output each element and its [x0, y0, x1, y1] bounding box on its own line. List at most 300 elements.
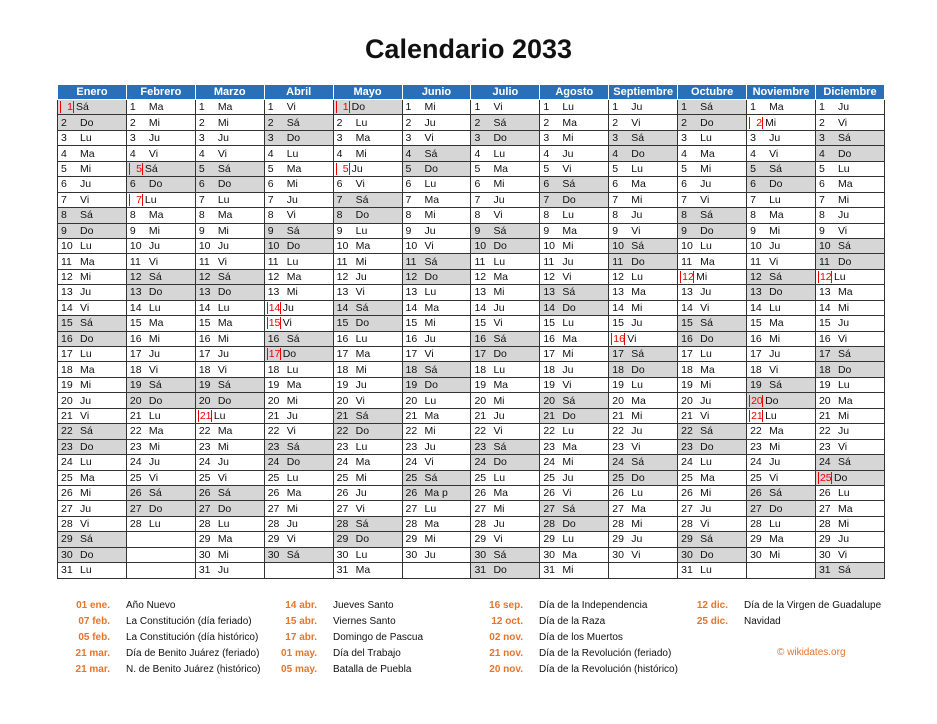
day-cell	[678, 130, 747, 145]
day-number: 15	[474, 317, 487, 330]
weekday-label: Sá	[424, 255, 438, 268]
day-cell	[402, 393, 471, 408]
day-number: 31	[474, 564, 487, 577]
weekday-label: Sá	[80, 209, 93, 222]
weekday-label: Lu	[217, 301, 230, 314]
weekday-label: Ju	[148, 132, 160, 145]
day-number: 3	[474, 132, 481, 145]
day-cell	[815, 192, 884, 207]
day-cell	[471, 316, 540, 331]
day-number: 27	[818, 502, 831, 515]
day-number: 3	[336, 132, 343, 145]
weekday-label: Ma	[837, 178, 853, 191]
day-number: 21	[336, 409, 349, 422]
day-number: 5	[405, 162, 412, 175]
day-cell	[195, 362, 264, 377]
day-number: 5	[612, 162, 619, 175]
day-cell	[747, 285, 816, 300]
day-number: 11	[267, 255, 279, 268]
day-number: 29	[474, 533, 487, 546]
day-row	[58, 563, 885, 578]
day-cell	[471, 470, 540, 485]
weekday-label: Vi	[769, 471, 779, 484]
day-number: 18	[129, 363, 142, 376]
day-cell	[195, 501, 264, 516]
day-number: 21	[267, 409, 280, 422]
weekday-label: Sá	[837, 348, 851, 361]
day-cell	[609, 146, 678, 161]
month-header: Marzo	[195, 85, 264, 100]
day-row	[58, 100, 885, 115]
day-cell	[815, 377, 884, 392]
weekday-label: Ju	[837, 533, 850, 546]
day-number: 16	[198, 332, 211, 345]
day-number: 12	[129, 271, 142, 284]
day-number: 30	[198, 548, 211, 561]
day-cell	[58, 516, 127, 531]
day-cell	[402, 347, 471, 362]
weekday-label: Vi	[562, 162, 572, 175]
weekday-label: Sá	[148, 271, 162, 284]
weekday-label: Ma	[562, 548, 577, 561]
day-cell	[678, 424, 747, 439]
weekday-label: Lu	[837, 379, 850, 392]
holiday-name: Día de Benito Juárez (feriado)	[126, 648, 260, 659]
day-number: 7	[681, 193, 687, 206]
day-cell	[609, 331, 678, 346]
weekday-label: Mi	[696, 271, 708, 284]
day-cell	[402, 238, 471, 253]
weekday-label: Vi	[217, 147, 227, 160]
day-cell	[540, 146, 609, 161]
day-cell	[815, 115, 884, 130]
weekday-label: Mi	[837, 409, 850, 422]
holiday-date: 01 may.	[281, 648, 317, 659]
weekday-label: Vi	[837, 224, 848, 237]
weekday-label: Lu	[562, 317, 575, 330]
weekday-label: Sá	[493, 116, 507, 129]
day-row	[58, 393, 885, 408]
weekday-label: Sá	[286, 440, 300, 453]
day-number: 11	[474, 255, 486, 268]
weekday-label: Sá	[424, 147, 438, 160]
day-cell	[126, 269, 195, 284]
day-number: 9	[405, 224, 412, 237]
day-cell	[58, 269, 127, 284]
weekday-label: Ju	[424, 224, 436, 237]
day-cell	[195, 146, 264, 161]
day-cell	[195, 100, 264, 115]
weekday-label: Mi	[700, 487, 712, 500]
day-cell	[609, 547, 678, 562]
holiday-date: 17 abr.	[285, 632, 317, 643]
day-number: 3	[61, 132, 67, 145]
day-cell	[333, 470, 402, 485]
day-number: 13	[681, 286, 693, 299]
day-number: 1	[267, 101, 274, 114]
weekday-label: Sá	[148, 487, 162, 500]
day-number: 20	[61, 394, 73, 407]
weekday-label: Vi	[700, 193, 710, 206]
day-row	[58, 455, 885, 470]
day-number: 12	[405, 271, 418, 284]
day-number: 13	[129, 286, 142, 299]
weekday-label: Sá	[837, 240, 851, 253]
weekday-label: Sá	[769, 162, 782, 175]
day-cell	[333, 100, 402, 115]
day-number: 3	[405, 132, 412, 145]
weekday-label: Vi	[700, 301, 710, 314]
day-cell	[264, 161, 333, 176]
day-cell	[195, 331, 264, 346]
weekday-label: Ma	[355, 240, 371, 253]
day-number: 22	[750, 425, 762, 438]
day-number: 11	[818, 255, 830, 268]
day-row	[58, 547, 885, 562]
weekday-label: Sá	[355, 409, 369, 422]
weekday-label: Ju	[424, 116, 436, 129]
weekday-label: Lu	[700, 132, 712, 145]
weekday-label: Ma	[837, 502, 853, 515]
day-number: 5	[681, 162, 687, 175]
weekday-label: Vi	[286, 209, 296, 222]
day-number: 25	[405, 471, 418, 484]
weekday-label: Mi	[631, 193, 643, 206]
weekday-label: Mi	[355, 255, 367, 268]
day-number: 2	[681, 116, 687, 129]
day-number: 29	[681, 533, 693, 546]
day-number: 8	[267, 209, 274, 222]
day-cell	[678, 316, 747, 331]
day-cell	[402, 547, 471, 562]
day-cell	[815, 362, 884, 377]
weekday-label: Do	[355, 533, 370, 546]
day-number: 10	[818, 240, 831, 253]
day-number: 20	[336, 394, 349, 407]
day-number: 23	[750, 440, 762, 453]
calendar-body	[58, 100, 885, 579]
weekday-label: Vi	[80, 518, 90, 531]
weekday-label: Mi	[424, 425, 436, 438]
weekday-label: Do	[700, 332, 714, 345]
weekday-label: Do	[765, 394, 779, 407]
day-number: 28	[818, 518, 831, 531]
day-cell	[58, 300, 127, 315]
weekday-label: Ma	[355, 348, 371, 361]
holiday-date: 16 sep.	[489, 600, 523, 611]
weekday-label: Lu	[631, 271, 643, 284]
day-cell	[126, 177, 195, 192]
day-number: 24	[129, 456, 142, 469]
weekday-label: Sá	[631, 240, 645, 253]
weekday-label: Mi	[769, 224, 781, 237]
day-number: 8	[474, 209, 481, 222]
weekday-label: Do	[493, 456, 507, 469]
day-cell	[471, 115, 540, 130]
day-cell	[333, 130, 402, 145]
day-cell	[609, 161, 678, 176]
day-number: 4	[681, 147, 687, 160]
day-cell	[540, 532, 609, 547]
day-number: 15	[818, 317, 831, 330]
day-cell	[815, 485, 884, 500]
day-cell	[471, 130, 540, 145]
day-cell	[471, 547, 540, 562]
weekday-label: Mi	[700, 162, 712, 175]
day-cell	[678, 285, 747, 300]
holiday-date: 21 mar.	[75, 664, 110, 675]
weekday-label: Ju	[217, 132, 229, 145]
day-number: 17	[681, 348, 693, 361]
day-cell	[126, 285, 195, 300]
day-cell	[815, 100, 884, 115]
day-cell	[609, 501, 678, 516]
weekday-label: Ma p	[424, 487, 448, 500]
day-number: 24	[681, 456, 693, 469]
weekday-label: Do	[351, 101, 366, 114]
day-cell	[747, 254, 816, 269]
day-number: 22	[405, 425, 418, 438]
day-number: 9	[750, 224, 756, 237]
day-cell	[678, 547, 747, 562]
day-number: 12	[198, 271, 211, 284]
day-cell	[126, 208, 195, 223]
weekday-label: Mi	[837, 518, 850, 531]
weekday-label: Ma	[493, 162, 509, 175]
day-row	[58, 347, 885, 362]
day-cell	[609, 316, 678, 331]
holiday-name: Día del Trabajo	[333, 648, 401, 659]
day-cell	[540, 238, 609, 253]
day-cell	[333, 455, 402, 470]
day-row	[58, 516, 885, 531]
day-cell	[815, 439, 884, 454]
day-number: 24	[336, 456, 349, 469]
month-header: Enero	[58, 85, 127, 100]
month-header-row	[58, 85, 885, 100]
day-number: 19	[198, 379, 211, 392]
weekday-label: Lu	[355, 548, 368, 561]
day-number: 24	[750, 456, 762, 469]
day-cell	[402, 439, 471, 454]
weekday-label: Lu	[355, 116, 368, 129]
weekday-label: Ma	[562, 440, 577, 453]
weekday-label: Ju	[837, 425, 850, 438]
weekday-label: Vi	[700, 518, 710, 531]
month-header: Agosto	[540, 85, 609, 100]
holiday-date: 15 abr.	[285, 616, 317, 627]
weekday-label: Mi	[700, 379, 712, 392]
day-cell	[195, 161, 264, 176]
day-number: 21	[129, 409, 142, 422]
day-cell	[264, 316, 333, 331]
weekday-label: Vi	[769, 363, 779, 376]
day-number: 14	[612, 301, 624, 314]
weekday-label: Vi	[355, 286, 365, 299]
weekday-label: Mi	[355, 363, 367, 376]
day-cell	[402, 316, 471, 331]
day-number: 7	[61, 193, 67, 206]
weekday-label: Ju	[631, 209, 643, 222]
weekday-label: Ma	[562, 116, 577, 129]
day-cell	[126, 563, 195, 578]
day-number: 21	[543, 409, 556, 422]
weekday-label: Lu	[837, 162, 850, 175]
day-cell	[540, 177, 609, 192]
day-cell	[58, 115, 127, 130]
weekday-label: Ju	[769, 348, 781, 361]
day-number: 1	[129, 101, 136, 114]
day-cell	[471, 254, 540, 269]
weekday-label: Do	[562, 301, 576, 314]
day-cell	[678, 455, 747, 470]
weekday-label: Ma	[631, 286, 646, 299]
day-number: 7	[612, 193, 619, 206]
weekday-label: Do	[700, 224, 714, 237]
weekday-label: Mi	[765, 116, 777, 129]
day-number: 20	[612, 394, 624, 407]
weekday-label: Ju	[837, 101, 850, 114]
weekday-label: Ma	[700, 147, 715, 160]
weekday-label: Ma	[700, 363, 715, 376]
holiday-name: La Constitución (día histórico)	[126, 632, 259, 643]
weekday-label: Do	[286, 132, 301, 145]
weekday-label: Lu	[286, 255, 299, 268]
day-number: 3	[818, 132, 825, 145]
weekday-label: Ju	[80, 502, 92, 515]
day-number: 19	[129, 379, 142, 392]
day-cell	[540, 439, 609, 454]
day-number: 29	[750, 533, 762, 546]
day-cell	[678, 177, 747, 192]
day-cell	[264, 393, 333, 408]
day-cell	[58, 146, 127, 161]
day-cell	[333, 362, 402, 377]
day-cell	[58, 547, 127, 562]
day-cell	[540, 331, 609, 346]
day-cell	[678, 347, 747, 362]
weekday-label: Sá	[769, 379, 782, 392]
day-number: 20	[681, 394, 693, 407]
day-cell	[609, 192, 678, 207]
weekday-label: Sá	[286, 224, 300, 237]
day-number: 19	[61, 379, 73, 392]
day-cell	[126, 393, 195, 408]
day-cell	[126, 238, 195, 253]
day-number: 10	[474, 240, 487, 253]
day-row	[58, 470, 885, 485]
day-number: 15	[612, 317, 624, 330]
weekday-label: Do	[355, 209, 370, 222]
day-cell	[471, 424, 540, 439]
holiday-list	[0, 598, 937, 688]
day-cell	[471, 393, 540, 408]
day-number: 6	[612, 178, 619, 191]
day-number: 25	[543, 471, 556, 484]
weekday-label: Vi	[355, 394, 365, 407]
day-cell	[471, 362, 540, 377]
day-cell	[815, 130, 884, 145]
day-cell	[678, 192, 747, 207]
day-number: 24	[818, 456, 831, 469]
holiday-name: Día de la Revolución (feriado)	[539, 648, 672, 659]
day-cell	[747, 516, 816, 531]
weekday-label: Sá	[562, 394, 576, 407]
weekday-label: Ma	[700, 255, 715, 268]
day-number: 13	[198, 286, 211, 299]
month-header: Noviembre	[747, 85, 816, 100]
weekday-label: Ma	[631, 502, 646, 515]
day-number: 31	[336, 564, 349, 577]
weekday-label: Sá	[700, 209, 713, 222]
day-number: 1	[612, 101, 619, 114]
weekday-label: Lu	[769, 193, 781, 206]
weekday-label: Sá	[837, 456, 851, 469]
weekday-label: Mi	[562, 240, 574, 253]
day-row	[58, 331, 885, 346]
day-cell	[471, 300, 540, 315]
weekday-label: Vi	[286, 533, 296, 546]
day-cell	[195, 177, 264, 192]
day-number: 3	[198, 132, 205, 145]
day-cell	[195, 192, 264, 207]
day-cell	[402, 100, 471, 115]
day-number: 2	[198, 116, 205, 129]
weekday-label: Sá	[286, 116, 300, 129]
day-number: 5	[129, 163, 143, 175]
day-number: 22	[681, 425, 693, 438]
weekday-label: Vi	[286, 101, 296, 114]
day-cell	[815, 238, 884, 253]
day-cell	[58, 177, 127, 192]
day-cell	[264, 347, 333, 362]
weekday-label: Do	[424, 271, 438, 284]
day-number: 9	[129, 224, 136, 237]
weekday-label: Mi	[148, 116, 160, 129]
weekday-label: Lu	[769, 518, 781, 531]
day-cell	[195, 316, 264, 331]
weekday-label: Ju	[80, 178, 92, 191]
weekday-label: Ma	[493, 487, 509, 500]
day-number: 5	[474, 162, 481, 175]
day-cell	[402, 115, 471, 130]
weekday-label: Ma	[837, 394, 853, 407]
day-cell	[402, 300, 471, 315]
weekday-label: Ma	[80, 471, 95, 484]
day-cell	[264, 424, 333, 439]
weekday-label: Vi	[837, 440, 848, 453]
day-number: 30	[612, 548, 624, 561]
day-number: 15	[681, 317, 693, 330]
day-cell	[678, 532, 747, 547]
day-cell	[402, 485, 471, 500]
day-cell	[747, 563, 816, 578]
credit-link[interactable]: © wikidates.org	[777, 647, 846, 658]
day-cell	[471, 485, 540, 500]
day-cell	[402, 532, 471, 547]
day-row	[58, 532, 885, 547]
weekday-label: Lu	[424, 502, 437, 515]
day-number: 2	[61, 116, 67, 129]
weekday-label: Ma	[769, 317, 784, 330]
weekday-label: Do	[80, 548, 94, 561]
day-number: 21	[612, 409, 624, 422]
day-number: 6	[681, 178, 687, 191]
weekday-label: Do	[148, 394, 163, 407]
holiday-column	[210, 598, 423, 678]
day-cell	[126, 439, 195, 454]
weekday-label: Mi	[148, 440, 160, 453]
